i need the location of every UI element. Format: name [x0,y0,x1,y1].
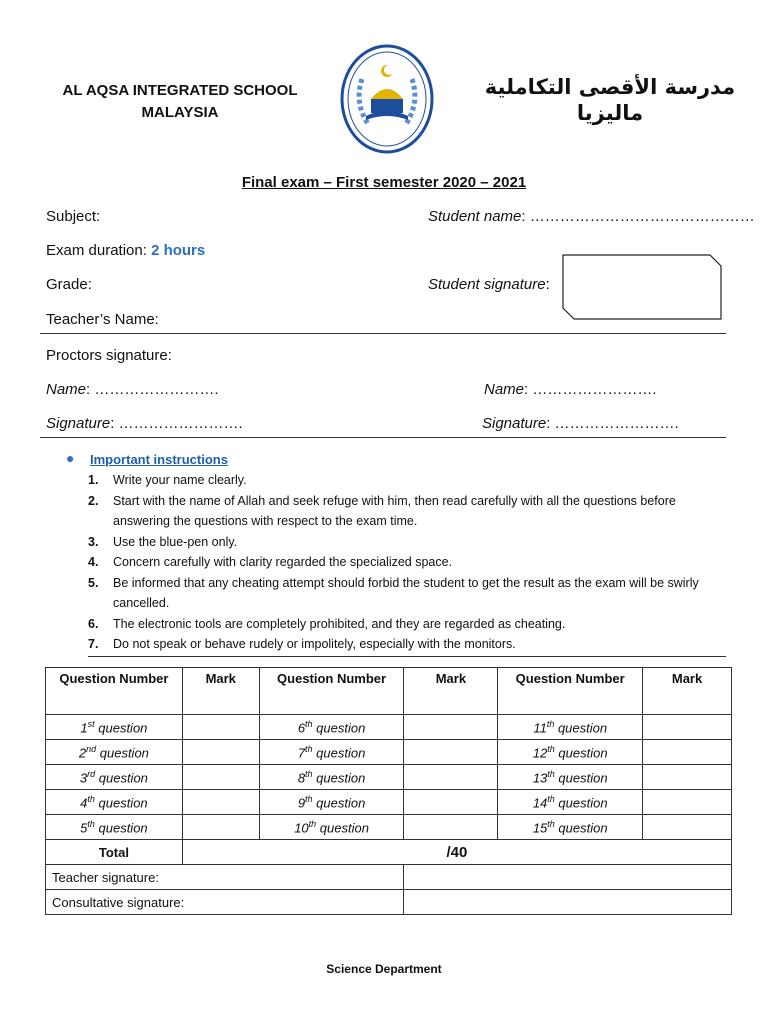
instruction-text: Write your name clearly. [113,473,247,487]
teacher-signature-row [46,865,732,890]
instruction-number: 2. [88,493,99,508]
column-header: Question Number [46,668,183,715]
grade-label: Grade: [46,276,92,293]
instructions-title: Important instructions [90,452,228,467]
mark-cell[interactable] [182,715,259,740]
school-name-line2: MALAYSIA [141,104,219,121]
column-header: Question Number [259,668,404,715]
student-signature-label: Student signature [428,276,546,293]
exam-title: Final exam – First semester 2020 – 2021 [241,174,527,191]
divider-3 [88,656,726,657]
consultative-signature-cell[interactable] [404,890,732,915]
mark-cell[interactable] [643,765,732,790]
column-header: Mark [404,668,498,715]
exam-duration-value: 2 hours [151,242,206,259]
consultative-signature-row [46,890,732,915]
instruction-number: 3. [88,534,99,549]
instruction-number: 6. [88,616,99,631]
student-name-field[interactable] [428,207,755,227]
instruction-item [88,532,728,553]
table-header-row [46,668,732,715]
subject-label: Subject: [46,208,101,225]
total-row [46,840,732,865]
proctor-name-label-1: Name [46,381,87,398]
teachers-name-label: Teacher’s Name: [46,311,159,328]
proctor-name-field-2[interactable] [484,380,657,400]
marks-table [45,667,732,915]
mark-cell[interactable] [404,765,498,790]
proctor-signature-field-1[interactable] [46,414,243,434]
proctor-name-value-2: : ……………………. [524,381,657,398]
mark-cell[interactable] [182,765,259,790]
proctor-signature-value-1: : ……………………. [110,415,243,432]
question-cell: 15th question [498,815,643,840]
table-row [46,815,732,840]
question-cell: 5th question [46,815,183,840]
question-cell: 14th question [498,790,643,815]
question-cell: 13th question [498,765,643,790]
instruction-item [88,614,728,635]
mark-cell[interactable] [182,740,259,765]
divider-2 [40,437,726,438]
mark-cell[interactable] [404,790,498,815]
instruction-number: 1. [88,473,99,487]
proctor-signature-label-2: Signature [482,415,547,432]
question-cell: 12th question [498,740,643,765]
instruction-number: 7. [88,637,99,651]
question-cell: 8th question [259,765,404,790]
question-cell: 4th question [46,790,183,815]
instruction-number: 5. [88,575,99,590]
student-signature-box[interactable] [562,254,722,320]
mark-cell[interactable] [643,740,732,765]
instruction-text: Be informed that any cheating attempt should forbid the student to get the result as the exam will be swirly cancelled. [113,575,699,610]
instruction-text: Concern carefully with clarity regarded the specialized space. [113,555,453,569]
table-row [46,715,732,740]
teacher-signature-cell[interactable] [404,865,732,890]
instruction-item [88,573,728,614]
instruction-item [88,470,728,491]
student-signature-colon: : [545,276,550,293]
instruction-number: 4. [88,555,99,569]
teacher-signature-label: Teacher signature: [46,865,404,890]
exam-duration-label: Exam duration: [46,242,147,259]
table-row [46,790,732,815]
school-name-arabic [480,74,740,126]
question-cell: 2nd question [46,740,183,765]
instruction-text: The electronic tools are completely prohibited, and they are regarded as cheating. [113,616,566,631]
question-cell: 1st question [46,715,183,740]
total-label: Total [46,840,183,865]
school-name-english [60,80,300,124]
school-logo [340,44,434,154]
student-name-value: : ……………………………………… [521,208,755,225]
mark-cell[interactable] [404,715,498,740]
mark-cell[interactable] [404,815,498,840]
column-header: Question Number [498,668,643,715]
instruction-text: Do not speak or behave rudely or impolitely, especially with the monitors. [113,637,516,651]
question-cell: 3rd question [46,765,183,790]
question-cell: 6th question [259,715,404,740]
student-name-label: Student name [428,208,522,225]
proctor-signature-label-1: Signature [46,415,111,432]
exam-duration [46,241,205,261]
column-header: Mark [182,668,259,715]
school-name-ar-line2: ماليزيا [576,101,644,125]
table-row [46,765,732,790]
mark-cell[interactable] [404,740,498,765]
proctor-name-label-2: Name [484,381,525,398]
proctor-signature-field-2[interactable] [482,414,679,434]
school-name-ar-line1: مدرسة الأقصى التكاملية [484,75,736,99]
mark-cell[interactable] [643,815,732,840]
proctors-signature-label: Proctors signature: [46,347,172,364]
bullet-icon: ● [66,450,75,466]
table-row [46,740,732,765]
instruction-item [88,552,728,573]
instruction-text: Start with the name of Allah and seek refuge with him, then read carefully with all the questions before answering the questions with respect to the exam time. [113,493,676,528]
column-header: Mark [643,668,732,715]
question-cell: 9th question [259,790,404,815]
consultative-signature-label: Consultative signature: [46,890,404,915]
school-name-line1: AL AQSA INTEGRATED SCHOOL [62,82,298,99]
question-cell: 7th question [259,740,404,765]
proctor-name-value-1: : ……………………. [86,381,219,398]
instruction-item [88,634,728,655]
proctor-name-field-1[interactable] [46,380,219,400]
mark-cell[interactable] [643,715,732,740]
instruction-text: Use the blue-pen only. [113,534,238,549]
instructions-list [88,470,728,655]
question-cell: 11th question [498,715,643,740]
total-value[interactable]: /40 [182,840,731,865]
student-signature-field[interactable] [428,275,550,295]
question-cell: 10th question [259,815,404,840]
proctor-signature-value-2: : ……………………. [546,415,679,432]
mark-cell[interactable] [643,790,732,815]
footer-department: Science Department [326,962,442,976]
divider-1 [40,333,726,334]
instruction-item [88,491,728,532]
mark-cell[interactable] [182,815,259,840]
mark-cell[interactable] [182,790,259,815]
